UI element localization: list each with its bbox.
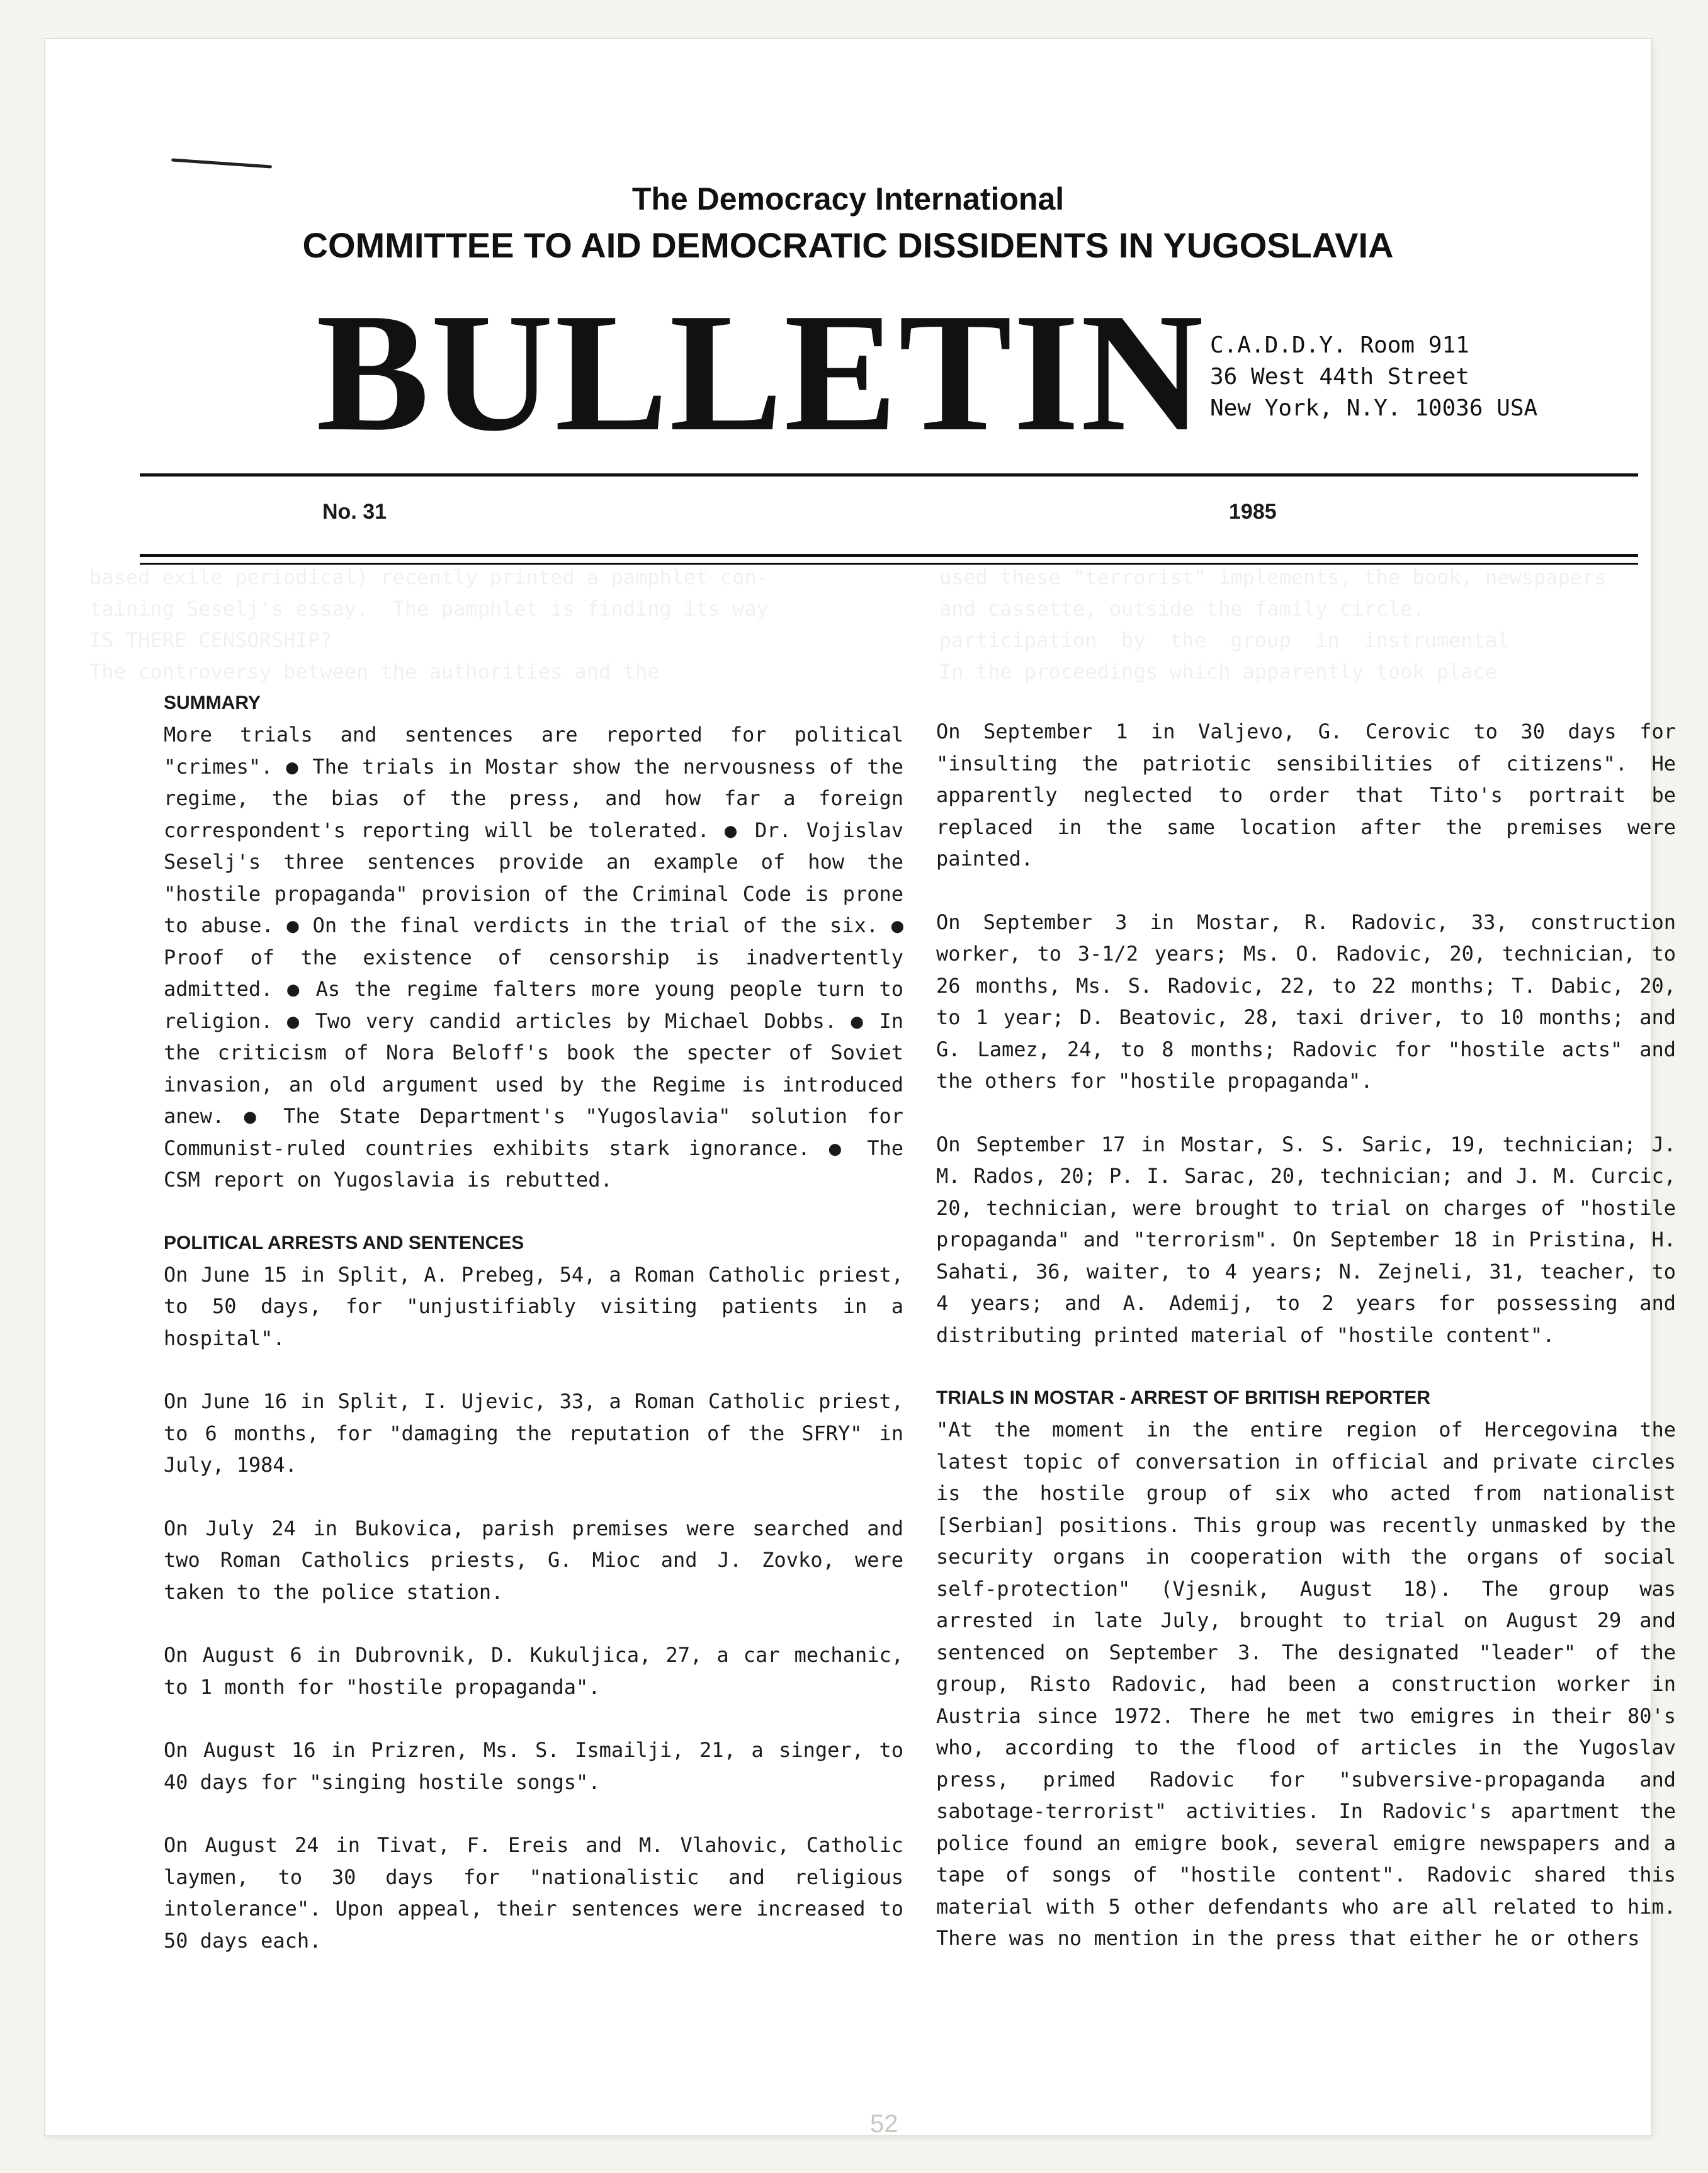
arrests-heading: POLITICAL ARRESTS AND SENTENCES xyxy=(164,1232,524,1253)
bottom-rule xyxy=(140,554,1638,557)
arrest-paragraph: On June 15 in Split, A. Prebeg, 54, a Roman Catholic priest, to 50 days, for "unjustifiably visiting patients in a hospital". xyxy=(164,1262,903,1350)
arrest-paragraph: On August 24 in Tivat, F. Ereis and M. Vlahovic, Catholic laymen, to 30 days for "nationalistic and religious intolerance". Upon appeal, their sentences were increased to 50 days each. xyxy=(164,1833,903,1953)
arrest-paragraph: On September 1 in Valjevo, G. Cerovic to 30 days for "insulting the patriotic sensibilities of citizens". He apparently neglected to order that Tito's portrait be replaced in the same location after the premises were painted. xyxy=(936,720,1676,871)
bulletin-page xyxy=(45,39,1676,2138)
top-rule xyxy=(140,473,1638,477)
pen-mark xyxy=(171,158,272,168)
right-column xyxy=(936,716,1676,1986)
mailing-address xyxy=(1210,330,1537,424)
arrest-paragraph: On July 24 in Bukovica, parish premises were searched and two Roman Catholics priests, G. Mioc and J. Zovko, were taken to the police station. xyxy=(164,1516,903,1604)
address-line: 36 West 44th Street xyxy=(1210,364,1469,390)
issue-year: 1985 xyxy=(1229,500,1277,524)
address-line: C.A.D.D.Y. Room 911 xyxy=(1210,332,1469,358)
bleed-through-right: used these "terrorist" implements, the book, newspapers and cassette, outside the family circle. participation by the group in instrumental In the proceedings which apparently took place xyxy=(939,565,1607,684)
bottom-rule-thin xyxy=(140,563,1638,565)
arrest-paragraph: On September 3 in Mostar, R. Radovic, 33, construction worker, to 3-1/2 years; Ms. O. Radovic, 20, technician, to 26 months, Ms. S. Radovic, 22, to 22 months; T. Dabic, 20, to 1 year; D. Beatovic, 28, taxi driver, to 10 months; and G. Lamez, 24, to 8 months; Radovic for "hostile acts" and the others for "hostile propaganda". xyxy=(936,910,1676,1093)
issue-number: No. 31 xyxy=(322,500,387,524)
summary-paragraph: More trials and sentences are reported for political "crimes". ● The trials in Mostar show the nervousness of the regime, the bias of the press, and how far a foreign correspondent's reporting will be tolerated. ● Dr. Vojislav Seselj's three sentences provide an example of how the "hostile propaganda" provision of the Criminal Code is prone to abuse. ● On the final verdicts in the trial of the six. ● Proof of the existence of censorship is inadvertently admitted. ● As the regime falters more young people turn to religion. ● Two very candid articles by Michael Dobbs. ● In the criticism of Nora Beloff's book the specter of Soviet invasion, an old argument used by the Regime is introduced anew. ● The State Department's "Yugoslavia" solution for Communist-ruled countries exhibits stark ignorance. ● The CSM report on Yugoslavia is rebutted. xyxy=(164,723,903,1192)
org-name: The Democracy International xyxy=(631,181,1065,217)
summary-heading: SUMMARY xyxy=(164,692,261,713)
arrest-paragraph: On September 17 in Mostar, S. S. Saric, 19, technician; J. M. Rados, 20; P. I. Sarac, 20, technician; and J. M. Curcic, 20, technician, were brought to trial on charges of "hostile propaganda" and "terrorism". On September 18 in Pristina, H. Sahati, 36, waiter, to 4 years; N. Zejneli, 31, teacher, to 4 years; and A. Ademij, to 2 years for possessing and distributing printed material of "hostile content". xyxy=(936,1132,1676,1347)
mostar-paragraph: "At the moment in the entire region of Hercegovina the latest topic of conversation in official and private circles is the hostile group of six who acted from nationalist [Serbian] positions. This group was recently unmasked by the security organs in cooperation with the organs of social self-protection" (Vjesnik, August 18). The group was arrested in late July, brought to trial on August 29 and sentenced on September 3. The designated "leader" of the group, Risto Radovic, had been a construction worker in Austria since 1972. There he met two emigres in their 80's who, according to the flood of articles in the Yugoslav press, primed Radovic for "subversive-propaganda and sabotage-terrorist" activities. In Radovic's apartment the police found an emigre book, several emigre newspapers and a tape of songs of "hostile content". Radovic shared this material with 5 other defendants who are all related to him. There was no mention in the press that either he or others xyxy=(936,1418,1676,1950)
address-line: New York, N.Y. 10036 USA xyxy=(1210,395,1538,421)
bleed-through-left: based exile periodical) recently printed a pamphlet con- taining Seselj's essay. The pamphlet is finding its way IS THERE CENSORSHIP? The controversy between the authorities and the xyxy=(89,565,769,684)
left-column xyxy=(164,687,903,1988)
arrest-paragraph: On August 16 in Prizren, Ms. S. Ismailji, 21, a singer, to 40 days for "singing hostile songs". xyxy=(164,1738,903,1794)
page-number-mark: 52 xyxy=(870,2110,898,2138)
arrest-paragraph: On August 6 in Dubrovnik, D. Kukuljica, 27, a car mechanic, to 1 month for "hostile propaganda". xyxy=(164,1643,903,1699)
mostar-heading: TRIALS IN MOSTAR - ARREST OF BRITISH REPORTER xyxy=(936,1387,1430,1408)
committee-name: COMMITTEE TO AID DEMOCRATIC DISSIDENTS IN YUGOSLAVIA xyxy=(302,225,1394,265)
arrest-paragraph: On June 16 in Split, I. Ujevic, 33, a Roman Catholic priest, to 6 months, for "damaging the reputation of the SFRY" in July, 1984. xyxy=(164,1389,903,1477)
bulletin-title: BULLETIN xyxy=(316,278,1205,466)
